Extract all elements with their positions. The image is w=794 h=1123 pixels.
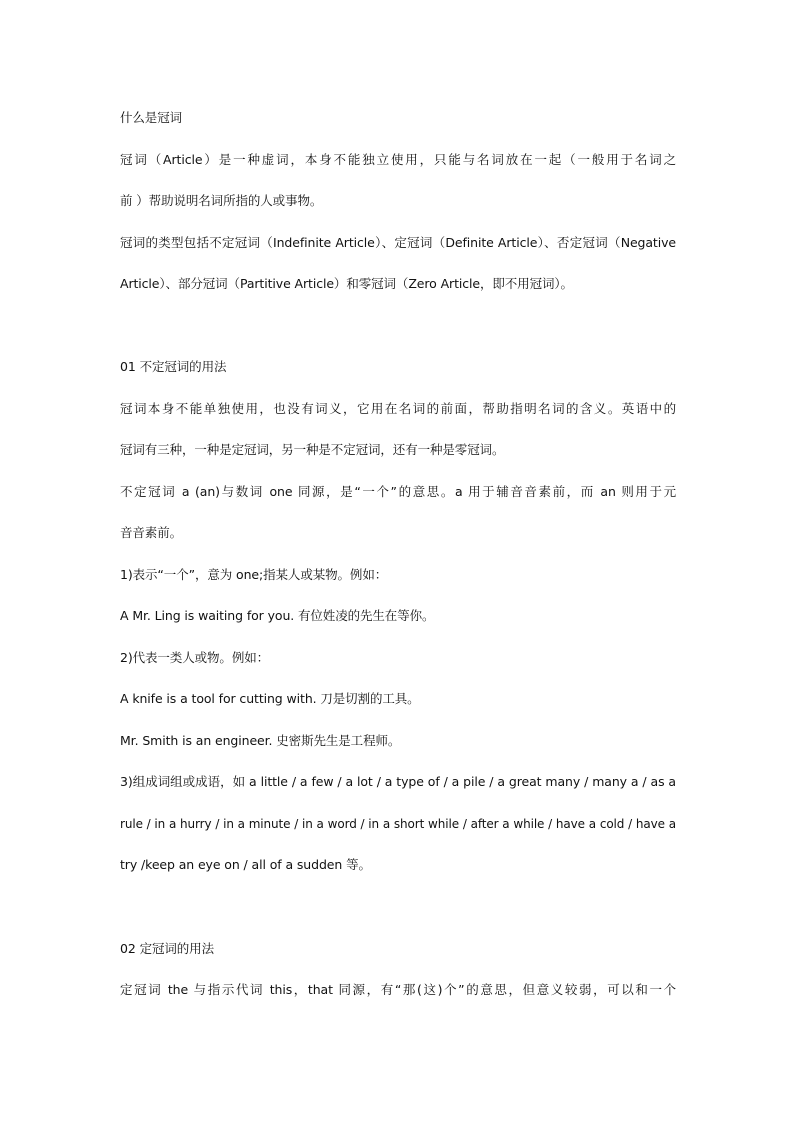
paragraph-line: rule / in a hurry / in a minute / in a word / in a short while / after a while / have a cold / have a <box>120 817 676 831</box>
example-sentence: A knife is a tool for cutting with. 刀是切割的工具。 <box>120 691 420 706</box>
paragraph-line: 定冠词 the 与指示代词 this，that 同源，有“那(这)个”的意思，但意义较弱，可以和一个 <box>120 982 676 997</box>
section-heading-what-is-article: 什么是冠词 <box>120 110 183 125</box>
paragraph-line: 冠词有三种，一种是定冠词，另一种是不定冠词，还有一种是零冠词。 <box>120 442 505 457</box>
section-heading-definite-article: 02 定冠词的用法 <box>120 941 214 956</box>
example-sentence: A Mr. Ling is waiting for you. 有位姓凌的先生在等你。 <box>120 608 435 623</box>
paragraph-line: try /keep an eye on / all of a sudden 等。 <box>120 857 371 872</box>
paragraph-line: 不定冠词 a (an)与数词 one 同源，是“一个”的意思。a 用于辅音音素前，而 an 则用于元 <box>120 484 676 499</box>
paragraph-line: 3)组成词组或成语，如 a little / a few / a lot / a type of / a pile / a great many / many a / as a <box>120 774 676 789</box>
list-item-heading: 1)表示“一个”，意为 one;指某人或某物。例如： <box>120 567 388 582</box>
paragraph-line: 冠词的类型包括不定冠词（Indefinite Article）、定冠词（Definite Article）、否定冠词（Negative <box>120 235 676 250</box>
section-heading-indefinite-article: 01 不定冠词的用法 <box>120 359 227 374</box>
paragraph-line: 冠词（Article）是一种虚词，本身不能独立使用，只能与名词放在一起（一般用于名词之 <box>120 152 676 167</box>
paragraph-line: Article）、部分冠词（Partitive Article）和零冠词（Zero Article，即不用冠词）。 <box>120 276 573 291</box>
paragraph-line: 音音素前。 <box>120 525 183 540</box>
example-sentence: Mr. Smith is an engineer. 史密斯先生是工程师。 <box>120 733 401 748</box>
list-item-heading: 2)代表一类人或物。例如： <box>120 650 270 665</box>
paragraph-line: 冠词本身不能单独使用，也没有词义，它用在名词的前面，帮助指明名词的含义。英语中的 <box>120 401 676 416</box>
paragraph-line: 前 ）帮助说明名词所指的人或事物。 <box>120 193 323 208</box>
